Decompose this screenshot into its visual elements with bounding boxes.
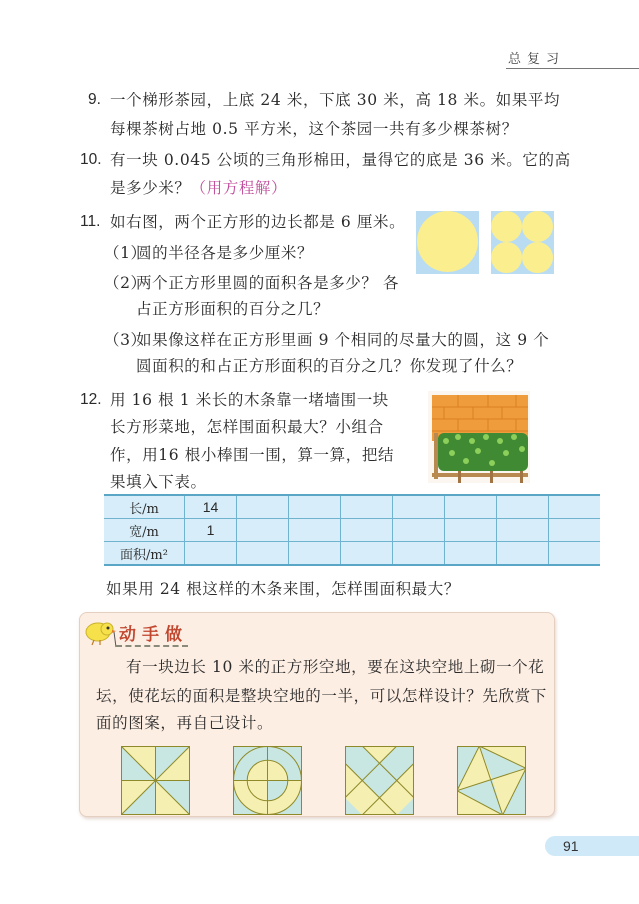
subquestion-3-label: （3） [104,331,147,349]
table-cell[interactable] [341,519,393,542]
equation-hint: （用方程解） [190,179,288,197]
table-cell[interactable] [445,519,497,542]
table-cell[interactable] [237,495,289,519]
large-circle [417,211,478,272]
problem-9-number: 9. [88,91,101,108]
small-circle [522,211,553,242]
small-circle [491,211,522,242]
circles-in-squares-figure [416,211,563,275]
table-cell[interactable] [445,495,497,519]
problem-9-line-1: 一个梯形茶园，上底 24 米，下底 30 米，高 18 米。如果平均 [110,91,561,109]
table-cell[interactable] [289,519,341,542]
problem-12-line-4: 果填入下表。 [110,473,207,491]
page-number: 91 [563,838,579,854]
table-row-width [104,519,600,542]
page-number-badge [545,836,639,856]
problem-12-line-3: 作，用16 根小棒围一围，算一算，把结 [110,446,395,464]
table-cell: 14 [185,495,237,519]
table-cell[interactable] [497,495,549,519]
problem-10-number: 10. [80,151,102,168]
section-header: 总复习 [508,52,566,67]
problem-9-line-2: 每棵茶树占地 0.5 平方米，这个茶园一共有多少棵茶树？ [110,120,518,138]
table-cell[interactable] [393,519,445,542]
subquestion-3-line-1: 如果像这样在正方形里画 9 个相同的尽量大的圆，这 9 个 [136,331,550,349]
problem-11-number: 11. [80,213,101,230]
subquestion-3-line-2: 圆面积的和占正方形面积的百分之几？你发现了什么？ [136,357,523,375]
activity-line-2: 坛，使花坛的面积是整块空地的一半，可以怎样设计？先欣赏下 [96,687,547,705]
table-cell[interactable] [549,519,601,542]
table-cell[interactable] [393,542,445,566]
vegetable-garden-illustration [428,391,530,483]
row-header: 长/m [104,495,185,519]
table-cell[interactable] [549,542,601,566]
pattern-diamond-lattice [345,746,414,815]
pattern-pinwheel [121,746,190,815]
activity-line-3: 面的图案，再自己设计。 [96,714,274,732]
row-header: 宽/m [104,519,185,542]
problem-10-text: 是多少米？ [110,179,191,197]
problem-12-number: 12. [80,391,102,408]
subquestion-1-text: 圆的半径各是多少厘米？ [136,244,314,262]
problem-11-line-1: 如右图，两个正方形的边长都是 6 厘米。 [110,213,406,231]
problem-10-line-1: 有一块 0.045 公顷的三角形棉田，量得它的底是 36 米。它的高 [110,151,571,169]
small-circle [491,242,522,273]
table-cell[interactable] [289,542,341,566]
table-cell[interactable] [549,495,601,519]
pattern-inscribed-quadrilateral [457,746,526,815]
problem-10-line-2 [110,178,287,198]
table-row-length [104,495,600,519]
small-circle [522,242,553,273]
pattern-concentric-circles [233,746,302,815]
activity-line-1: 有一块边长 10 米的正方形空地，要在这块空地上砌一个花 [126,658,545,676]
table-cell[interactable] [445,542,497,566]
table-cell[interactable] [185,542,237,566]
table-cell[interactable] [497,519,549,542]
subquestion-2-label: （2） [104,274,147,292]
table-cell[interactable] [393,495,445,519]
problem-12-line-1: 用 16 根 1 米长的木条靠一堵墙围一块 [110,391,389,409]
results-table [104,494,600,566]
square-four-circles [491,211,554,274]
subquestion-1-label: （1） [104,244,147,262]
problem-12-followup: 如果用 24 根这样的木条来围，怎样围面积最大？ [106,580,460,598]
table-cell: 1 [185,519,237,542]
header-rule [506,68,639,69]
title-underline [116,645,188,647]
table-cell[interactable] [497,542,549,566]
table-cell[interactable] [289,495,341,519]
square-one-circle [416,211,479,274]
table-cell[interactable] [341,542,393,566]
subquestion-2-line-1: 两个正方形里圆的面积各是多少？ 各 [136,274,400,292]
table-cell[interactable] [237,542,289,566]
problem-12-line-2: 长方形菜地，怎样围面积最大？小组合 [110,418,384,436]
chick-mascot-icon [84,618,118,648]
table-cell[interactable] [341,495,393,519]
activity-title: 动手做 [119,625,188,645]
row-header: 面积/m² [104,542,185,566]
subquestion-2-line-2: 占正方形面积的百分之几？ [136,300,330,318]
table-cell[interactable] [237,519,289,542]
table-row-area [104,542,600,566]
